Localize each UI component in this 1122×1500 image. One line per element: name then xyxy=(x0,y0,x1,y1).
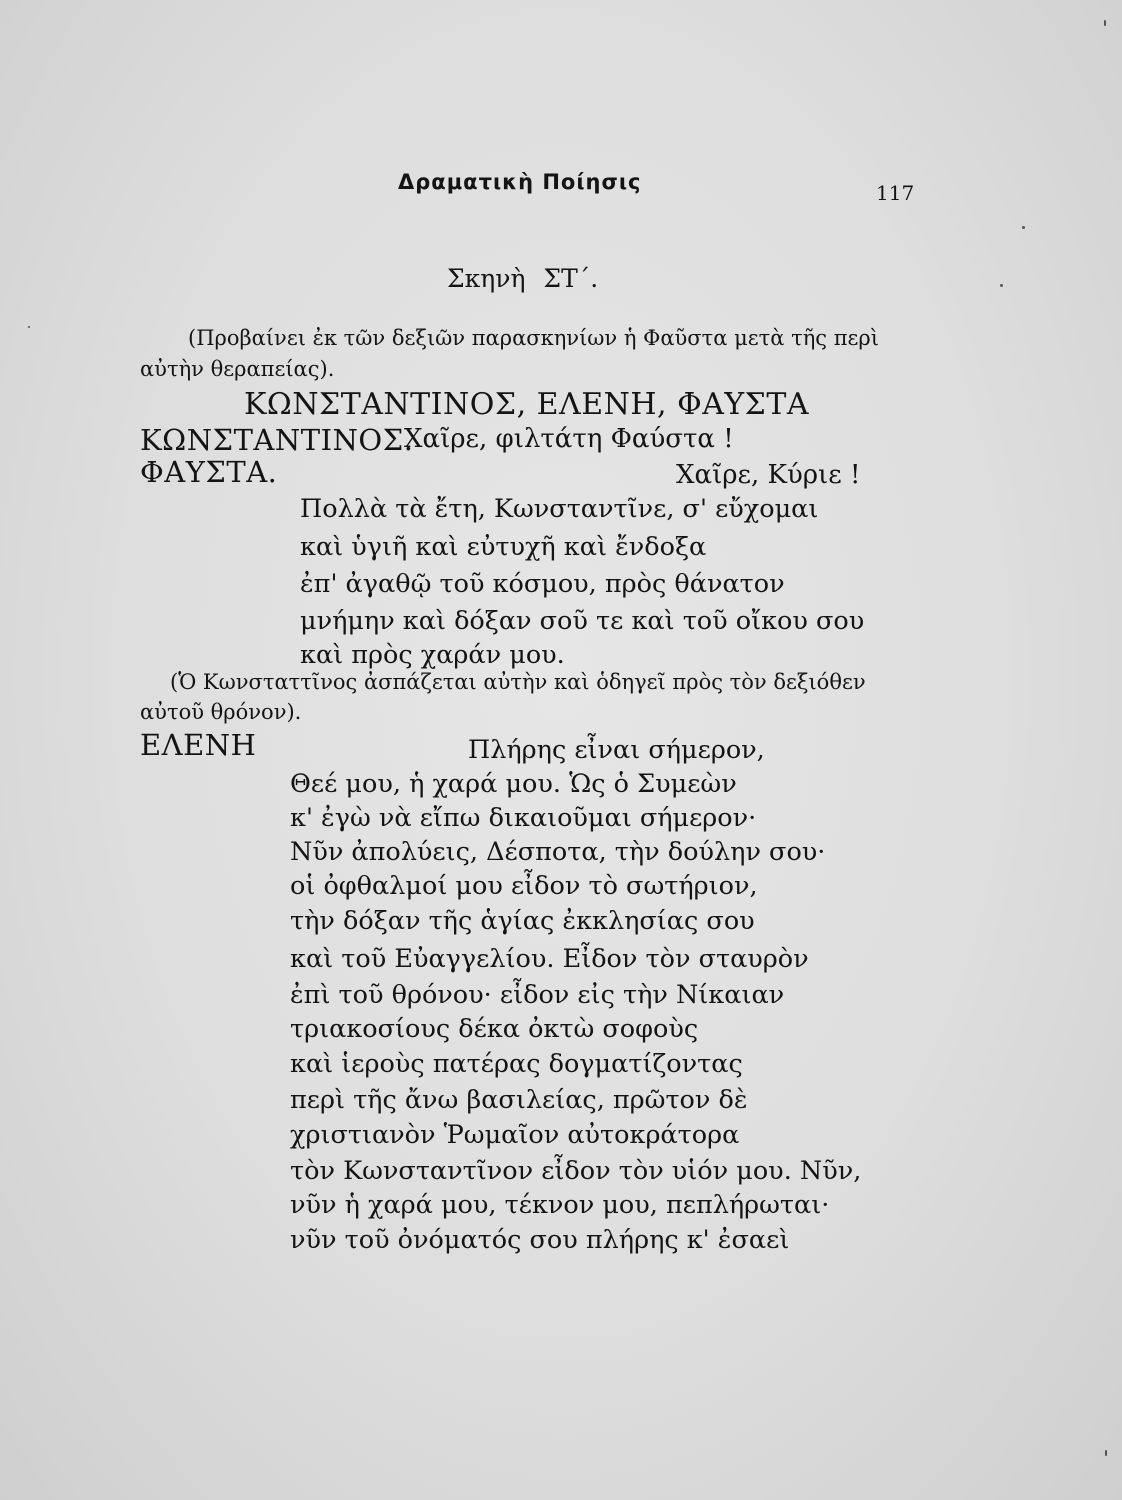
paper-speck xyxy=(1000,284,1003,287)
paper-speck xyxy=(1105,1450,1107,1456)
paper-speck xyxy=(1022,226,1025,229)
fausta-verse-line: μνήμην καὶ δόξαν σοῦ τε καὶ τοῦ οἴκου σου xyxy=(300,606,865,636)
eleni-verse-line: νῦν τοῦ ὀνόματός σου πλήρης κ' ἐσαεὶ xyxy=(290,1225,790,1255)
eleni-verse-line: νῦν ἡ χαρά μου, τέκνον μου, πεπλήρωται· xyxy=(290,1190,830,1220)
paper-speck xyxy=(1104,20,1106,26)
eleni-verse-line: καὶ ἱεροὺς πατέρας δογματίζοντας xyxy=(290,1049,743,1079)
speaker-eleni: ΕΛΕΝΗ xyxy=(140,728,257,762)
eleni-verse-line: τριακοσίους δέκα ὀκτὼ σοφοὺς xyxy=(290,1014,699,1044)
eleni-verse-line: οἱ ὀφθαλμοί μου εἶδον τὸ σωτήριον, xyxy=(290,871,758,901)
stage-direction-1-line-1: (Προβαίνει ἐκ τῶν δεξιῶν παρασκηνίων ἡ Φαῦστα μετὰ τῆς περὶ xyxy=(188,326,879,350)
fausta-verse-line: καὶ πρὸς χαράν μου. xyxy=(300,640,565,670)
eleni-verse-line: καὶ τοῦ Εὐαγγελίου. Εἶδον τὸν σταυρὸν xyxy=(290,944,809,974)
eleni-verse-line: τὸν Κωνσταντῖνον εἶδον τὸν υἱόν μου. Νῦν, xyxy=(290,1156,862,1186)
eleni-verse-line: Θεέ μου, ἡ χαρά μου. Ὡς ὁ Συμεὼν xyxy=(290,769,737,799)
eleni-verse-line: τὴν δόξαν τῆς ἁγίας ἐκκλησίας σου xyxy=(290,906,755,936)
running-title: Δραματικὴ Ποίησις xyxy=(398,170,642,194)
fausta-verse-line: καὶ ὑγιῆ καὶ εὐτυχῆ καὶ ἔνδοξα xyxy=(300,532,707,562)
speaker-konstantinos: ΚΩΝΣΤΑΝΤΙΝΟΣ. xyxy=(140,423,414,457)
eleni-verse-line: Νῦν ἀπολύεις, Δέσποτα, τὴν δούλην σου· xyxy=(290,837,826,867)
eleni-verse-line: κ' ἐγὼ νὰ εἴπω δικαιοῦμαι σήμερον· xyxy=(290,803,757,833)
fausta-first-line: Χαῖρε, Κύριε ! xyxy=(676,460,861,490)
stage-direction-2-line-1: (Ὁ Κωνσταττῖνος ἀσπάζεται αὐτὴν καὶ ὁδηγεῖ πρὸς τὸν δεξιόθεν xyxy=(170,670,866,694)
eleni-verse-line: χριστιανὸν Ῥωμαῖον αὐτοκράτορα xyxy=(290,1120,740,1150)
eleni-first-line: Πλήρης εἶναι σήμερον, xyxy=(468,735,765,765)
scene-heading: Σκηνὴ ΣΤ΄. xyxy=(447,264,599,293)
stage-direction-2-line-2: αὐτοῦ θρόνον). xyxy=(140,700,302,724)
fausta-verse-line: ἐπ' ἀγαθῷ τοῦ κόσμου, πρὸς θάνατον xyxy=(300,569,785,599)
page-number: 117 xyxy=(876,181,915,205)
paper-speck xyxy=(28,326,30,328)
stage-direction-1-line-2: αὐτὴν θεραπείας). xyxy=(140,357,335,381)
fausta-verse-line: Πολλὰ τὰ ἔτη, Κωνσταντῖνε, σ' εὔχομαι xyxy=(300,494,819,524)
speaker-fausta: ΦΑΥΣΤΑ. xyxy=(140,455,278,489)
eleni-verse-line: ἐπὶ τοῦ θρόνου· εἶδον εἰς τὴν Νίκαιαν xyxy=(290,980,785,1010)
characters-line: ΚΩΝΣΤΑΝΤΙΝΟΣ, ΕΛΕΝΗ, ΦΑΥΣΤΑ xyxy=(244,387,810,422)
eleni-verse-line: περὶ τῆς ἄνω βασιλείας, πρῶτον δὲ xyxy=(290,1085,748,1115)
konstantinos-line: Χαῖρε, φιλτάτη Φαύστα ! xyxy=(404,424,734,454)
